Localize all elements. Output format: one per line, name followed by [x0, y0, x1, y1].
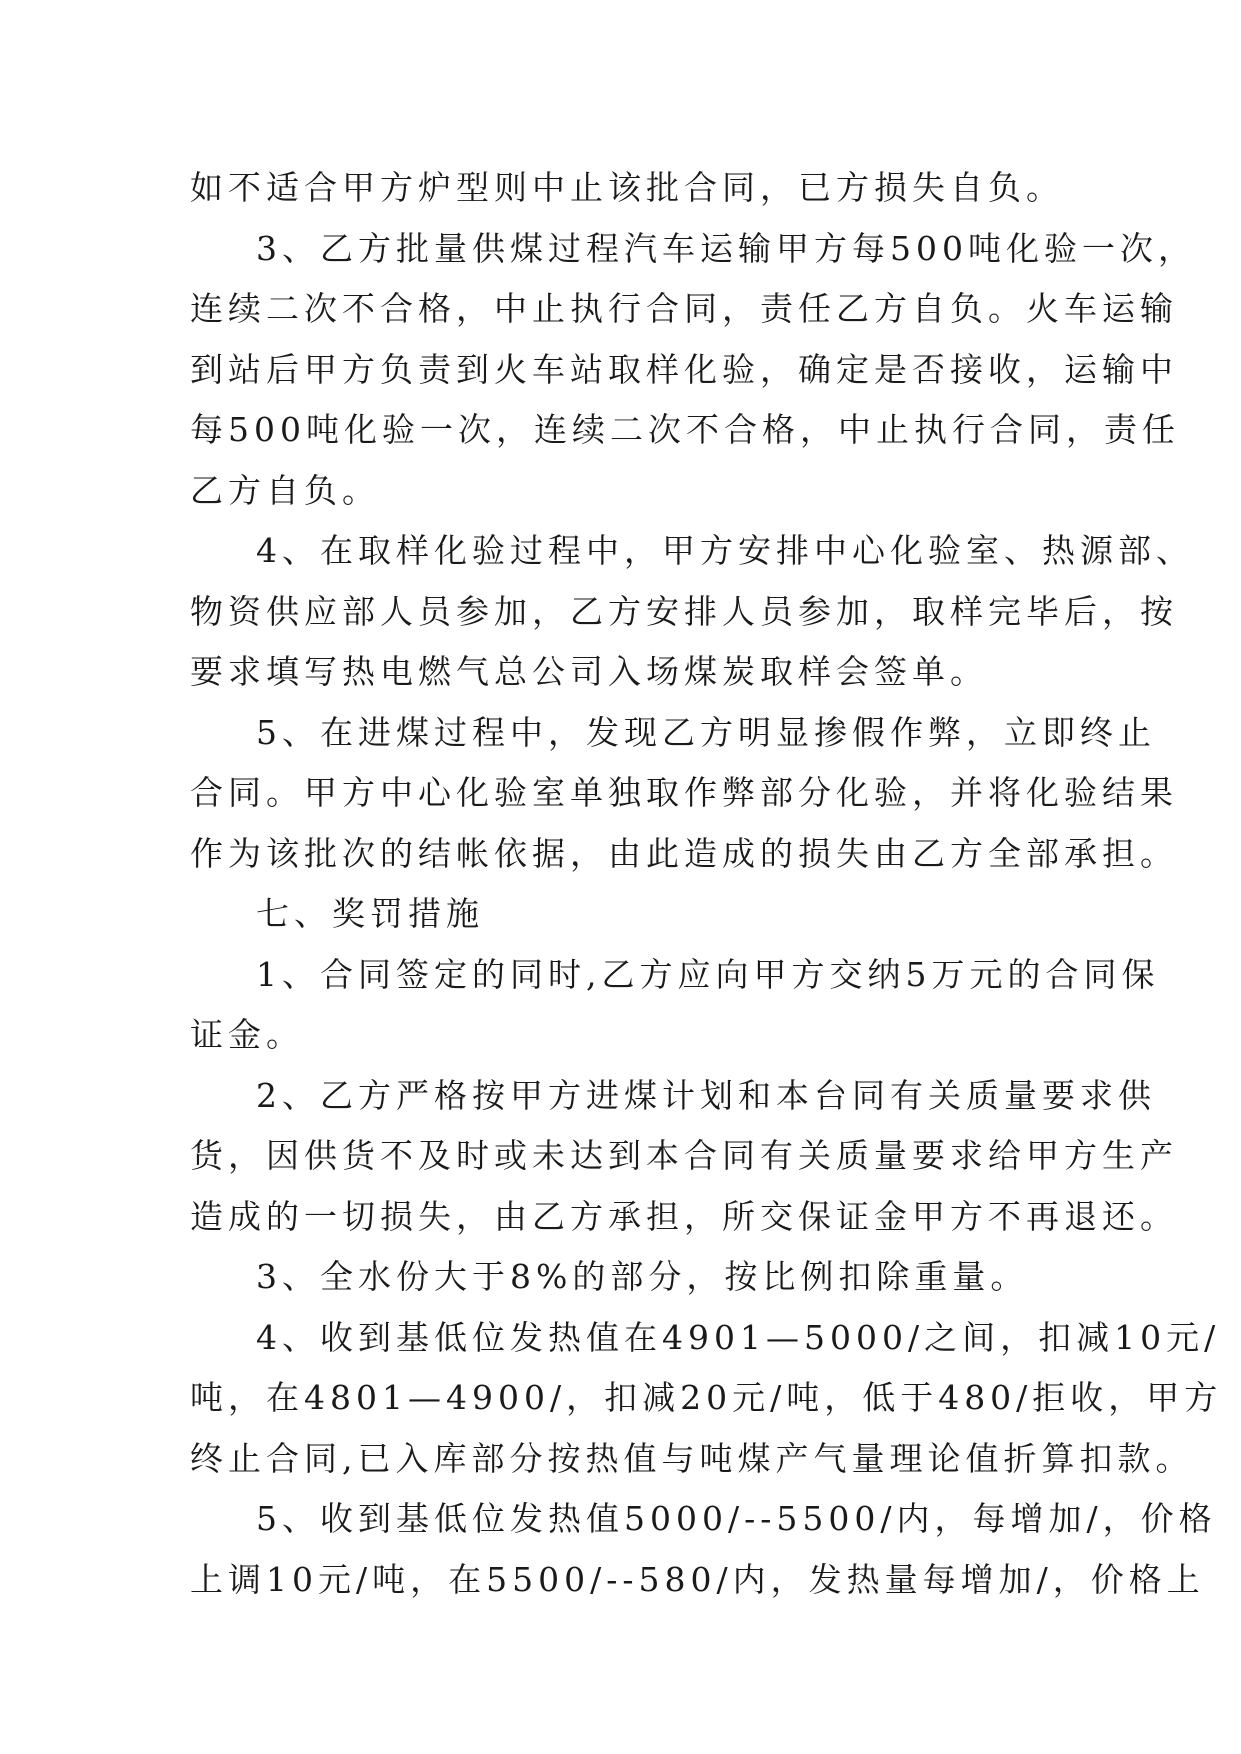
text-line: 终止合同,已入库部分按热值与吨煤产气量理论值折算扣款。	[190, 1438, 1194, 1478]
text-line: 5、收到基低位发热值5000/--5500/内，每增加/，价格	[256, 1499, 1217, 1538]
text-line: 3、全水份大于8%的部分，按比例扣除重量。	[256, 1257, 1029, 1296]
text-line: 物资供应部人员参加，乙方安排人员参加，取样完毕后，按	[190, 591, 1178, 631]
text-line: 2、乙方严格按甲方进煤计划和本台同有关质量要求供	[256, 1075, 1156, 1115]
text-line: 上调10元/吨，在5500/--580/内，发热量每增加/，价格上	[190, 1559, 1205, 1599]
text-line: 5、在进煤过程中，发现乙方明显掺假作弊，立即终止	[256, 712, 1156, 752]
text-line: 货，因供货不及时或未达到本合同有关质量要求给甲方生产	[190, 1136, 1178, 1175]
text-line: 证金。	[190, 1015, 304, 1054]
text-line: 作为该批次的结帐依据，由此造成的损失由乙方全部承担。	[190, 833, 1178, 873]
text-line: 吨，在4801—4900/，扣减20元/吨，低于480/拒收，甲方	[190, 1378, 1223, 1417]
text-line: 4、收到基低位发热值在4901—5000/之间，扣减10元/	[256, 1317, 1221, 1357]
text-line: 乙方自负。	[190, 470, 380, 510]
text-line: 七、奖罚措施	[256, 894, 484, 933]
text-line: 3、乙方批量供煤过程汽车运输甲方每500吨化验一次，	[256, 228, 1196, 268]
text-line: 造成的一切损失，由乙方承担，所交保证金甲方不再退还。	[190, 1196, 1178, 1236]
text-line: 如不适合甲方炉型则中止该批合同，已方损失自负。	[190, 168, 1064, 207]
text-line: 1、合同签定的同时,乙方应向甲方交纳5万元的合同保	[256, 954, 1160, 994]
text-line: 到站后甲方负责到火车站取样化验，确定是否接收，运输中	[190, 349, 1178, 389]
text-line: 连续二次不合格，中止执行合同，责任乙方自负。火车运输	[190, 289, 1178, 328]
text-line: 4、在取样化验过程中，甲方安排中心化验室、热源部、	[256, 531, 1194, 570]
text-line: 每500吨化验一次，连续二次不合格，中止执行合同，责任	[190, 410, 1180, 449]
body-text	[190, 158, 1223, 1610]
text-line: 要求填写热电燃气总公司入场煤炭取样会签单。	[190, 652, 988, 691]
text-line: 合同。甲方中心化验室单独取作弊部分化验，并将化验结果	[190, 773, 1178, 812]
